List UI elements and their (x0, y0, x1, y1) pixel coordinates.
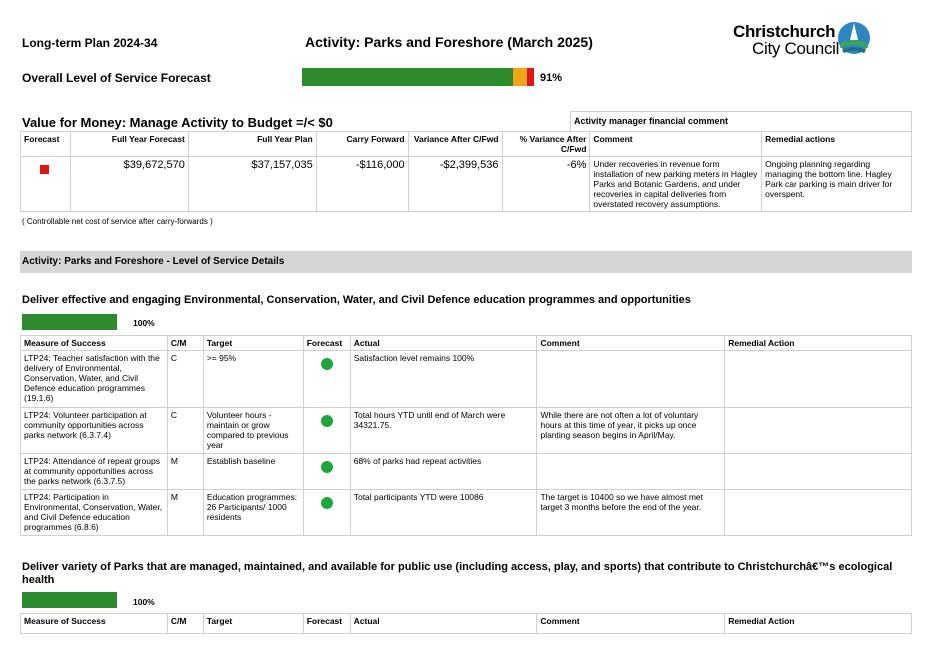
col-comment: Comment (537, 336, 725, 351)
cost-note: ( Controllable net cost of service after carry-forwards ) (22, 217, 213, 226)
objective-title: Deliver effective and engaging Environmental, Conservation, Water, and Civil Defence education programmes and opportunities (22, 294, 691, 306)
financial-header-row (21, 132, 912, 157)
financial-table (20, 131, 912, 212)
col-full-year-forecast: Full Year Forecast (70, 132, 188, 157)
financial-row (21, 157, 912, 212)
overall-progress-bar (302, 68, 534, 86)
council-logo (732, 18, 882, 62)
col-full-year-plan: Full Year Plan (188, 132, 316, 157)
table-row (21, 454, 912, 490)
table-row (21, 351, 912, 408)
forecast-cell (21, 157, 71, 212)
col-remedial-action: Remedial Action (725, 336, 912, 351)
los-header-row (21, 336, 912, 351)
variance: -$2,399,536 (408, 157, 502, 212)
los-header-row (21, 614, 912, 634)
cm: C (167, 351, 203, 408)
plan-title: Long-term Plan 2024-34 (22, 36, 158, 50)
forecast-cell (303, 408, 350, 454)
forecast-cell (303, 351, 350, 408)
target: Establish baseline (203, 454, 303, 490)
col-forecast: Forecast (303, 614, 350, 634)
comment (537, 454, 725, 490)
col-carry-forward: Carry Forward (316, 132, 408, 157)
logo-line2: City Council (752, 39, 840, 58)
col-measure: Measure of Success (21, 336, 168, 351)
target: Education programmes: 26 Participants/ 1000 residents (203, 490, 303, 536)
comment: While there are not often a lot of voluntary hours at this time of year, it picks up once planting season begins in April/May. (537, 408, 725, 454)
red-square-icon (40, 165, 49, 174)
green-circle-icon (321, 461, 333, 473)
financial-comment-header: Activity manager financial comment (570, 111, 912, 131)
full-year-plan: $37,157,035 (188, 157, 316, 212)
col-actual: Actual (350, 614, 537, 634)
target: >= 95% (203, 351, 303, 408)
forecast-cell (303, 490, 350, 536)
remedial (725, 490, 912, 536)
progress-segment (527, 68, 534, 86)
activity-title: Activity: Parks and Foreshore (March 2025) (305, 34, 593, 50)
actual: Total hours YTD until end of March were 34321.75. (350, 408, 537, 454)
col-comment: Comment (537, 614, 725, 634)
remedial (725, 454, 912, 490)
table-row (21, 490, 912, 536)
financial-remedial: Ongoing planning regarding managing the bottom line. Hagley Park car parking is main driver for overspent. (762, 157, 912, 212)
comment: The target is 10400 so we have almost met target 3 months before the end of the year. (537, 490, 725, 536)
financial-comment: Under recoveries in revenue form installation of new parking meters in Hagley Parks and Botanic Gardens, and under recoveries in capital deliveries from overstated recovery assumptions. (590, 157, 762, 212)
measure: LTP24: Volunteer participation at community opportunities across parks network (6.3.7.4) (21, 408, 168, 454)
col-pct-variance: % Variance After C/Fwd (502, 132, 590, 157)
progress-segment (513, 68, 527, 86)
objective-percent: 100% (133, 597, 155, 607)
actual: 68% of parks had repeat activities (350, 454, 537, 490)
target: Volunteer hours - maintain or grow compared to previous year (203, 408, 303, 454)
col-measure: Measure of Success (21, 614, 168, 634)
col-target: Target (203, 614, 303, 634)
green-circle-icon (321, 415, 333, 427)
full-year-forecast: $39,672,570 (70, 157, 188, 212)
green-circle-icon (321, 497, 333, 509)
comment (537, 351, 725, 408)
los-table (20, 335, 912, 536)
measure: LTP24: Attendance of repeat groups at community opportunities across the parks network (6.3.7.5) (21, 454, 168, 490)
cm: M (167, 490, 203, 536)
col-forecast: Forecast (21, 132, 71, 157)
measure: LTP24: Teacher satisfaction with the delivery of Environmental, Conservation, Water, and Civil Defence education programmes (19.1.6) (21, 351, 168, 408)
objective-title: Deliver variety of Parks that are managed, maintained, and available for public use (including access, play, and sports) that contribute to Christchurchâ€™s ecological health (22, 561, 893, 586)
col-actual: Actual (350, 336, 537, 351)
cm: M (167, 454, 203, 490)
remedial (725, 408, 912, 454)
progress-segment (302, 68, 513, 86)
logo-line1: Christchurch (733, 22, 836, 41)
objective-progress-bar (22, 592, 117, 608)
actual: Satisfaction level remains 100% (350, 351, 537, 408)
pct-variance: -6% (502, 157, 590, 212)
vfm-title: Value for Money: Manage Activity to Budget =/< $0 (22, 115, 333, 130)
col-variance: Variance After C/Fwd (408, 132, 502, 157)
objective-percent: 100% (133, 318, 155, 328)
col-cm: C/M (167, 336, 203, 351)
overall-los-label: Overall Level of Service Forecast (22, 71, 211, 85)
overall-percent: 91% (540, 72, 563, 84)
carry-forward: -$116,000 (316, 157, 408, 212)
col-remedial: Remedial actions (762, 132, 912, 157)
green-circle-icon (321, 358, 333, 370)
col-target: Target (203, 336, 303, 351)
section-header: Activity: Parks and Foreshore - Level of Service Details (20, 251, 912, 273)
col-remedial-action: Remedial Action (725, 614, 912, 634)
col-cm: C/M (167, 614, 203, 634)
measure: LTP24: Participation in Environmental, Conservation, Water, and Civil Defence education programmes (6.8.6) (21, 490, 168, 536)
actual: Total participants YTD were 10086 (350, 490, 537, 536)
cathedral-icon (836, 20, 872, 56)
cm: C (167, 408, 203, 454)
remedial (725, 351, 912, 408)
los-table (20, 613, 912, 634)
objective-progress-bar (22, 314, 117, 330)
col-forecast: Forecast (303, 336, 350, 351)
col-comment: Comment (590, 132, 762, 157)
table-row (21, 408, 912, 454)
forecast-cell (303, 454, 350, 490)
